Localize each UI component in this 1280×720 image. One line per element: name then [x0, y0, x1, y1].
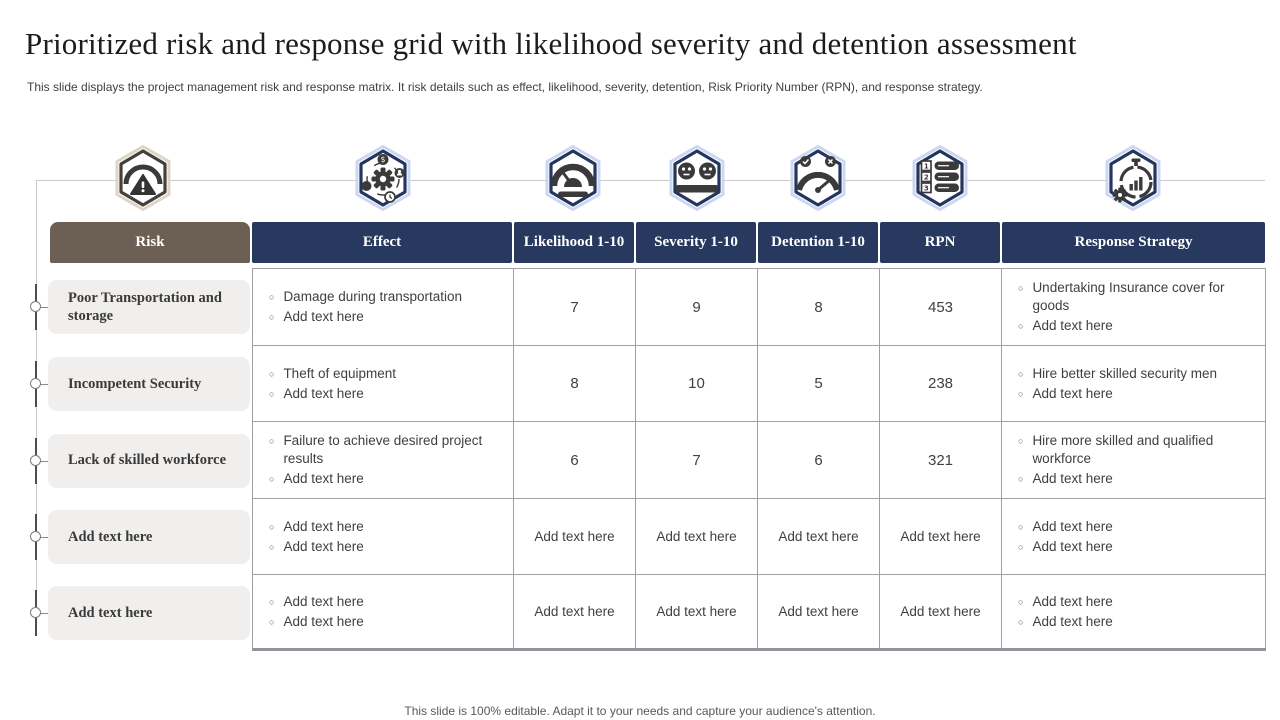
table-row [253, 422, 1266, 499]
risk-label[interactable] [48, 510, 250, 564]
severity-cell [636, 269, 758, 345]
bullet-icon: ○ [269, 541, 275, 552]
list-item[interactable] [265, 613, 505, 631]
rpn-cell-value: Add text here [900, 604, 981, 619]
likelihood-cell-value: 6 [570, 451, 579, 469]
list-item-text: Add text here [1032, 593, 1113, 609]
risk-label-text: Poor Transportation and storage [68, 289, 222, 324]
list-item [1014, 432, 1257, 468]
bullet-icon: ○ [1018, 596, 1024, 607]
list-item[interactable] [1014, 538, 1257, 556]
bullet-icon: ○ [269, 596, 275, 607]
response-cell [1002, 269, 1266, 345]
bullet-icon: ○ [269, 368, 275, 379]
list-item-text: Add text here [283, 385, 364, 401]
table-row [253, 268, 1266, 346]
list-item [265, 365, 505, 383]
column-header-effect: Effect [252, 222, 512, 263]
svg-text:$: $ [380, 155, 386, 165]
likelihood-cell [514, 422, 636, 498]
list-item-text: Add text here [1032, 318, 1113, 333]
bullet-icon: ○ [269, 292, 275, 302]
list-item-text: Add text here [1032, 613, 1113, 629]
list-item-text: Damage during transportation [283, 289, 463, 304]
list-item[interactable] [1014, 613, 1257, 631]
list-item [265, 432, 505, 468]
severity-cell-value: 10 [688, 375, 705, 392]
connector-node-icon [30, 455, 41, 466]
severity-cell[interactable] [636, 499, 758, 574]
likelihood-cell-value: 7 [570, 298, 579, 316]
likelihood-cell[interactable] [514, 499, 636, 574]
bullet-icon: ○ [269, 474, 275, 484]
svg-text:2: 2 [923, 173, 929, 182]
detention-cell[interactable] [758, 499, 880, 574]
rpn-cell [880, 422, 1002, 498]
list-item[interactable] [1014, 385, 1257, 403]
detention-cell [758, 422, 880, 498]
decor-horizontal-line [36, 180, 1265, 181]
bullet-icon: ○ [1018, 321, 1024, 331]
list-item-text: Add text here [283, 518, 364, 534]
severity-cell-value: 9 [692, 298, 701, 316]
detention-cell-value: Add text here [778, 529, 859, 544]
bullet-icon: ○ [1018, 616, 1024, 627]
connector-node-icon [30, 531, 41, 542]
risk-label [48, 434, 250, 488]
table-row [253, 575, 1266, 651]
severity-cell-value: Add text here [656, 529, 737, 544]
severity-cell-value: 7 [692, 451, 701, 469]
rpn-cell [880, 346, 1002, 421]
slide-subtitle: This slide displays the project management risk and response matrix. It risk details such as effect, likelihood, severity, detention, Risk Priority Number (RPN), and response strategy. [27, 80, 983, 94]
effect-cell [253, 269, 514, 345]
connector-node-icon [30, 607, 41, 618]
detention-cell-value: 5 [814, 375, 823, 392]
grid-rows [252, 268, 1266, 651]
likelihood-cell[interactable] [514, 575, 636, 648]
rpn-cell-value: Add text here [900, 529, 981, 544]
list-item [1014, 365, 1257, 383]
likelihood-cell [514, 346, 636, 421]
likelihood-cell-value: Add text here [534, 604, 615, 619]
rpn-cell-value: 238 [927, 375, 954, 392]
connector-node-icon [30, 378, 41, 389]
bullet-icon: ○ [269, 616, 275, 627]
list-item-text: Add text here [1032, 385, 1113, 401]
detention-cell-value: 8 [814, 298, 823, 316]
effect-cell [253, 422, 514, 498]
list-item-text: Hire better skilled security men [1032, 365, 1218, 381]
severity-faces-icon [665, 144, 729, 212]
likelihood-gauge-icon [541, 144, 605, 212]
detention-cell [758, 346, 880, 421]
risk-label[interactable] [48, 586, 250, 640]
list-item[interactable] [1014, 470, 1257, 488]
detention-cell-value: Add text here [778, 604, 859, 619]
list-item-text: Add text here [1032, 518, 1113, 534]
response-strategy-stopwatch-icon [1101, 144, 1165, 212]
bullet-icon: ○ [269, 436, 275, 446]
likelihood-cell [514, 269, 636, 345]
list-item-text: Add text here [283, 309, 364, 324]
list-item-text: Add text here [283, 613, 364, 629]
bullet-icon: ○ [269, 312, 275, 322]
response-cell [1002, 346, 1266, 421]
slide-title: Prioritized risk and response grid with likelihood severity and detention assessment [25, 26, 1077, 61]
effect-cell[interactable] [253, 499, 514, 574]
rpn-numbered-list-icon [908, 144, 972, 212]
list-item-text: Theft of equipment [283, 365, 397, 381]
bullet-icon: ○ [1018, 474, 1024, 484]
severity-cell-value: Add text here [656, 604, 737, 619]
svg-text:3: 3 [923, 184, 929, 193]
effect-cell[interactable] [253, 575, 514, 648]
list-item-text: Add text here [283, 471, 364, 486]
list-item[interactable] [1014, 593, 1257, 611]
detention-cell-value: 6 [814, 451, 823, 469]
bullet-icon: ○ [1018, 521, 1024, 532]
list-item-text: Failure to achieve desired project results [283, 433, 483, 466]
rpn-cell-value: 453 [927, 298, 954, 316]
footer-note: This slide is 100% editable. Adapt it to your needs and capture your audience's attention. [404, 704, 876, 718]
response-cell[interactable] [1002, 499, 1266, 574]
list-item [1014, 279, 1257, 315]
rpn-cell[interactable] [880, 499, 1002, 574]
column-header-response: Response Strategy [1002, 222, 1265, 263]
bullet-icon: ○ [1018, 388, 1024, 399]
risk-label-text: Add text here [68, 528, 153, 545]
connector-node-icon [30, 301, 41, 312]
column-header-severity: Severity 1-10 [636, 222, 756, 263]
list-item[interactable] [265, 518, 505, 536]
list-item-text: Undertaking Insurance cover for goods [1032, 280, 1225, 313]
detention-cell [758, 269, 880, 345]
rpn-cell [880, 269, 1002, 345]
severity-cell[interactable] [636, 575, 758, 648]
bullet-icon: ○ [269, 521, 275, 532]
svg-text:1: 1 [923, 162, 929, 171]
detention-gauge-check-icon [786, 144, 850, 212]
bullet-icon: ○ [1018, 436, 1024, 446]
response-cell[interactable] [1002, 575, 1266, 648]
list-item[interactable] [265, 308, 505, 326]
list-item[interactable] [265, 593, 505, 611]
list-item[interactable] [265, 470, 505, 488]
risk-label [48, 280, 250, 334]
list-item[interactable] [1014, 518, 1257, 536]
list-item-text: Hire more skilled and qualified workforce [1032, 433, 1214, 466]
likelihood-cell-value: Add text here [534, 529, 615, 544]
risk-label [48, 357, 250, 411]
response-cell [1002, 422, 1266, 498]
list-item-text: Add text here [1032, 538, 1113, 554]
table-row [253, 346, 1266, 422]
list-item-text: Add text here [1032, 471, 1113, 486]
table-row [253, 499, 1266, 575]
list-item [265, 288, 505, 306]
risk-label-text: Add text here [68, 604, 153, 621]
bullet-icon: ○ [1018, 541, 1024, 552]
detention-cell[interactable] [758, 575, 880, 648]
severity-cell [636, 422, 758, 498]
list-item[interactable] [1014, 317, 1257, 335]
risk-label-text: Lack of skilled workforce [68, 452, 227, 469]
list-item[interactable] [265, 385, 505, 403]
rpn-cell-value: 321 [927, 451, 954, 469]
risk-gauge-warning-icon [111, 144, 175, 212]
bullet-icon: ○ [269, 388, 275, 399]
rpn-cell[interactable] [880, 575, 1002, 648]
risk-label-text: Incompetent Security [68, 375, 202, 392]
bullet-icon: ○ [1018, 283, 1024, 293]
list-item[interactable] [265, 538, 505, 556]
process-gears-icon [351, 144, 415, 212]
list-item-text: Add text here [283, 593, 364, 609]
severity-cell [636, 346, 758, 421]
list-item-text: Add text here [283, 538, 364, 554]
likelihood-cell-value: 8 [570, 375, 579, 392]
column-header-rpn: RPN [880, 222, 1000, 263]
effect-cell [253, 346, 514, 421]
column-header-risk: Risk [50, 222, 250, 263]
bullet-icon: ○ [1018, 368, 1024, 379]
column-header-detention: Detention 1-10 [758, 222, 878, 263]
column-header-likelihood: Likelihood 1-10 [514, 222, 634, 263]
